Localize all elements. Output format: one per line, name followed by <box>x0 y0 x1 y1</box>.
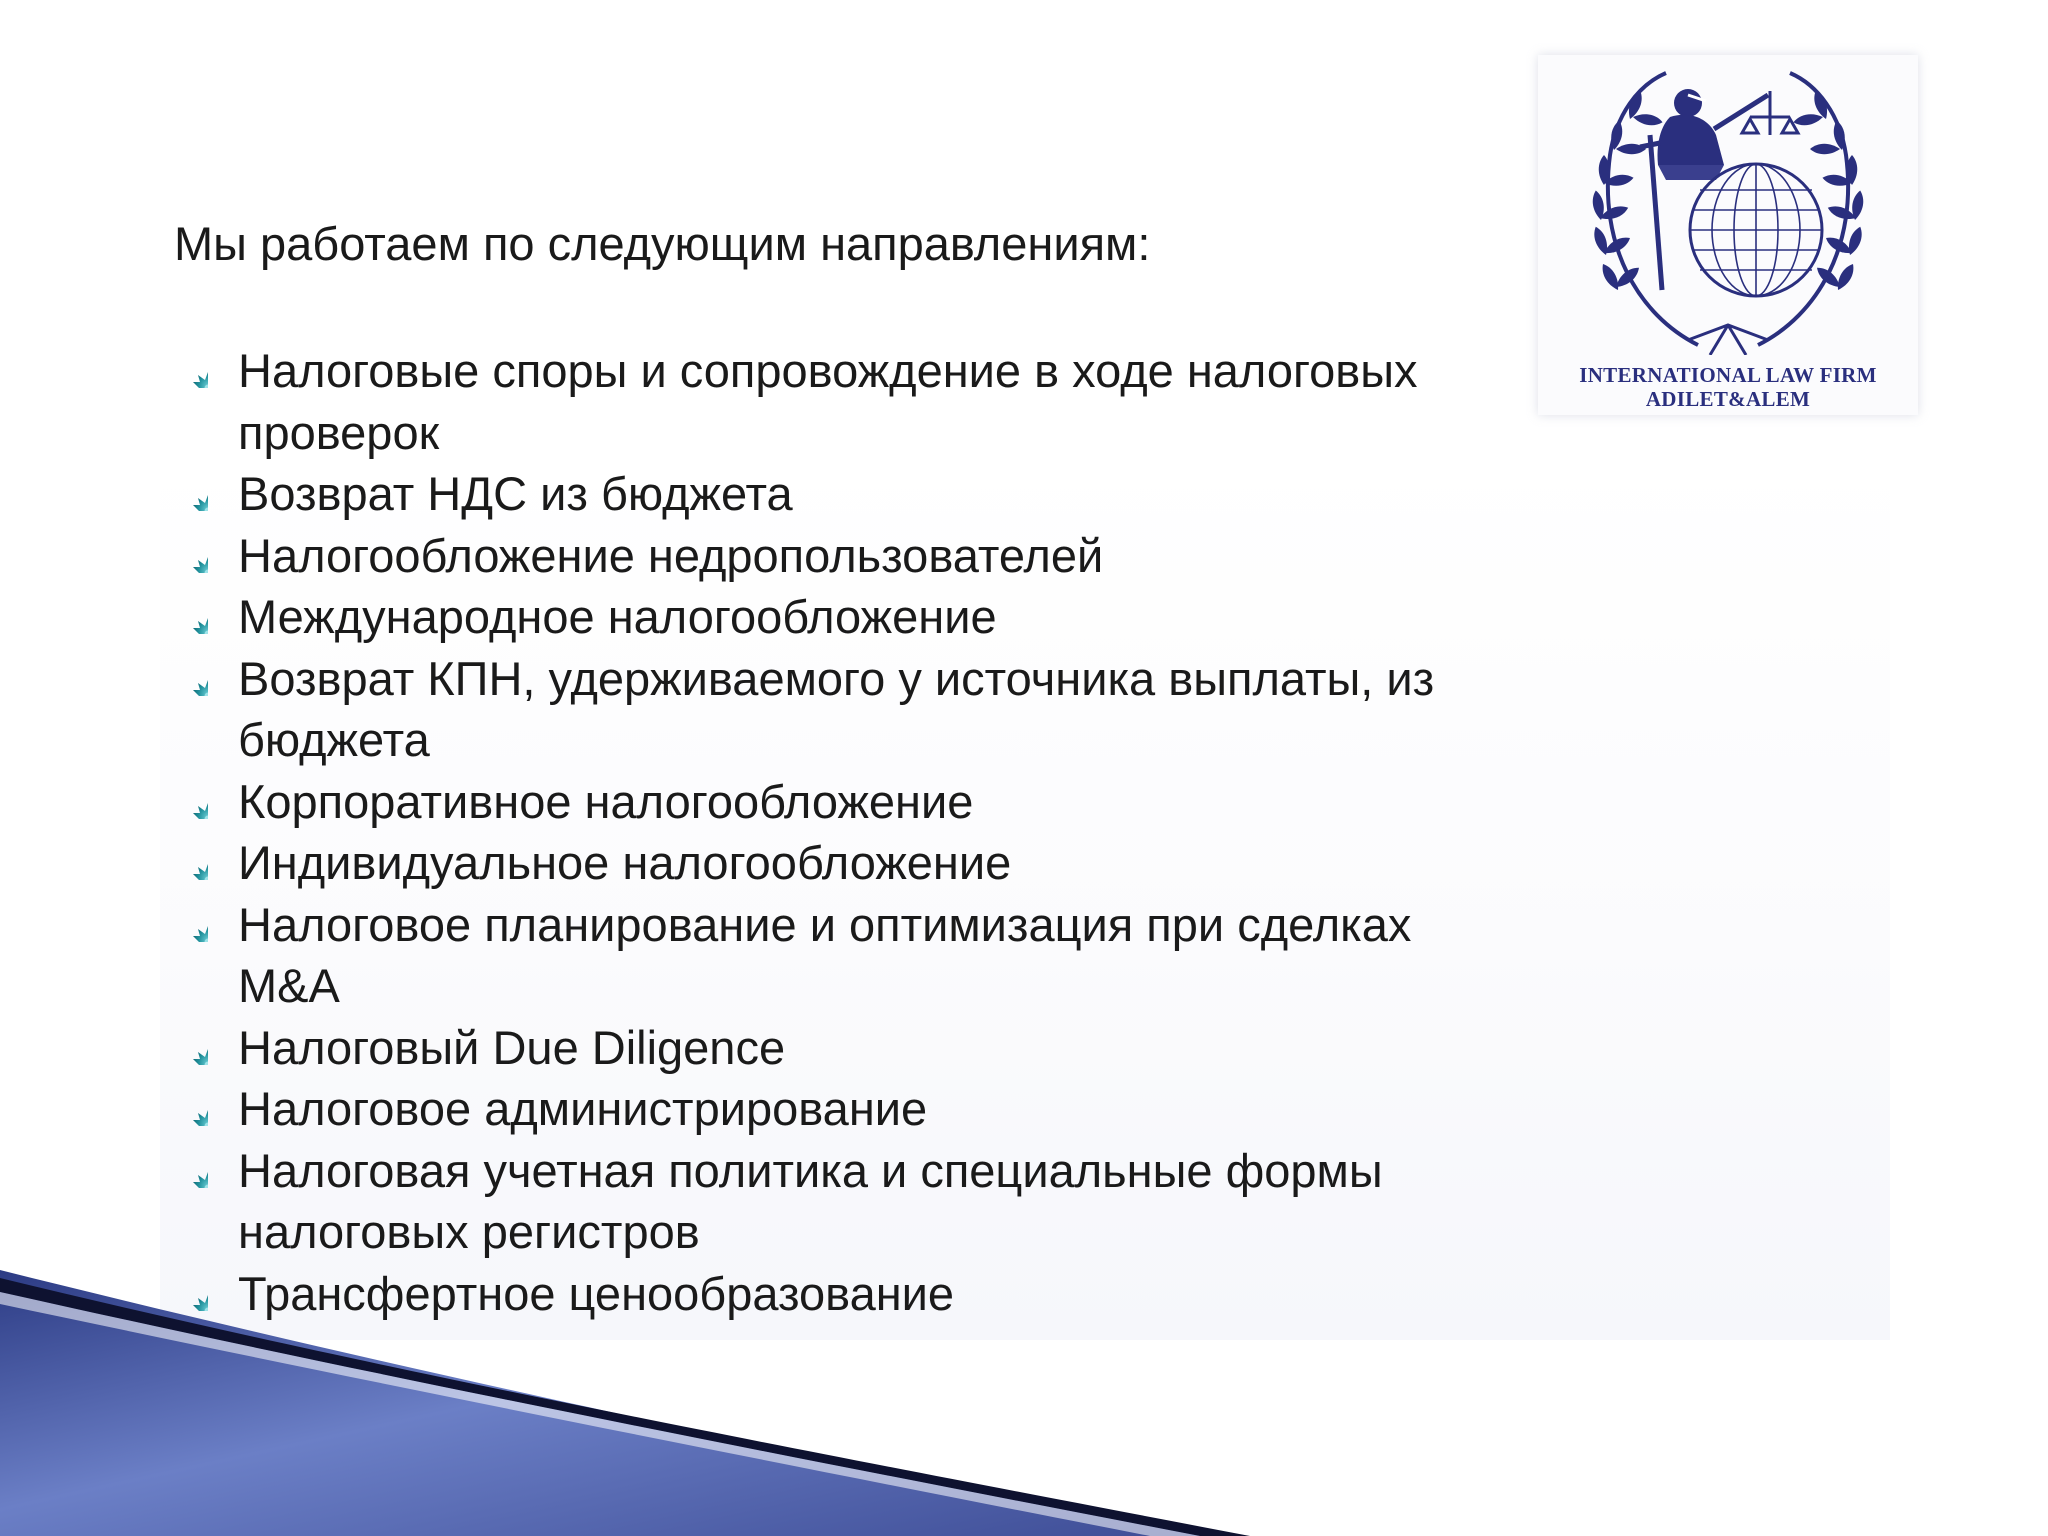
item-text-continued: проверок <box>238 405 440 459</box>
logo-firm-name: ADILET&ALEM <box>1645 387 1811 411</box>
starburst-bullet-icon <box>174 908 208 942</box>
item-text-continued: бюджета <box>238 713 430 766</box>
starburst-bullet-icon <box>174 1092 208 1126</box>
list-item <box>174 463 1574 525</box>
list-item <box>174 586 1574 648</box>
law-firm-logo <box>1538 55 1918 415</box>
list-item <box>174 832 1574 894</box>
item-text: Корпоративное налогообложение <box>238 774 974 828</box>
starburst-bullet-icon <box>174 354 208 388</box>
item-text: Налоговая учетная политика и специальные формы <box>238 1143 1383 1197</box>
decorative-swoosh <box>0 1270 1250 1536</box>
services-list <box>174 340 1574 1324</box>
item-text: Налоговое администрирование <box>238 1082 928 1135</box>
starburst-bullet-icon <box>174 662 208 696</box>
starburst-bullet-icon <box>174 539 208 573</box>
item-text: Налоговый Due Diligence <box>238 1020 786 1074</box>
justice-wreath-globe-logo <box>1538 55 1918 355</box>
item-text-continued: M&A <box>238 959 340 1012</box>
item-text: Индивидуальное налогообложение <box>238 836 1012 889</box>
starburst-bullet-icon <box>174 846 208 880</box>
starburst-bullet-icon <box>174 600 208 634</box>
list-item <box>174 1140 1574 1263</box>
item-text-continued: налоговых регистров <box>238 1205 700 1258</box>
starburst-bullet-icon <box>174 785 208 819</box>
starburst-bullet-icon <box>174 1154 208 1188</box>
item-text: Налоговое планирование и оптимизация при сделках <box>238 897 1412 951</box>
list-item <box>174 1078 1574 1140</box>
list-item <box>174 1017 1574 1079</box>
list-item <box>174 525 1574 587</box>
list-item <box>174 894 1574 1017</box>
starburst-bullet-icon <box>174 477 208 511</box>
item-text: Возврат КПН, удерживаемого у источника выплаты, из <box>238 651 1435 705</box>
list-item <box>174 340 1574 463</box>
starburst-bullet-icon <box>174 1031 208 1065</box>
item-text: Возврат НДС из бюджета <box>238 467 793 520</box>
item-text: Налогообложение недропользователей <box>238 528 1104 582</box>
list-item <box>174 648 1574 771</box>
item-text: Трансфертное ценообразование <box>238 1266 955 1320</box>
item-text: Налоговые споры и сопровождение в ходе налоговых <box>238 344 1418 397</box>
slide-intro: Мы работаем по следующим направлениям: <box>174 217 1151 270</box>
list-item <box>174 771 1574 833</box>
logo-firm-type: INTERNATIONAL LAW FIRM <box>1579 363 1877 387</box>
item-text: Международное налогообложение <box>238 590 997 643</box>
